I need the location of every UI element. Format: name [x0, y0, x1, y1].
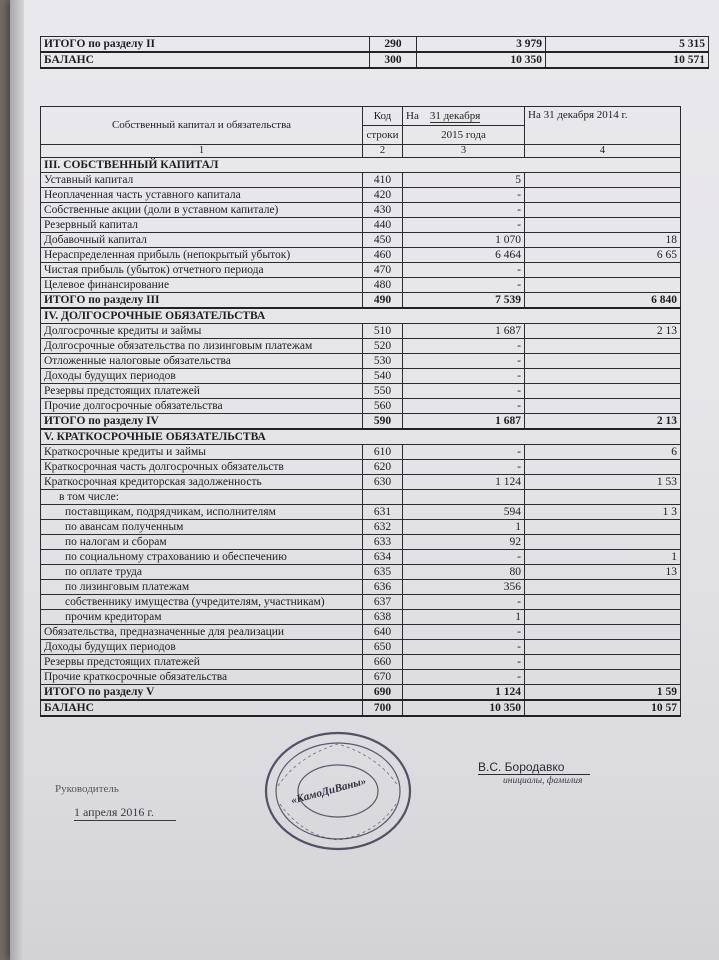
header-col-2014: На 31 декабря 2014 г.: [525, 107, 681, 145]
row-value-2015: 1 687: [403, 324, 525, 339]
row-name: БАЛАНС: [41, 52, 370, 68]
table-row: [41, 505, 681, 520]
row-value-2015: 356: [403, 580, 525, 595]
table-row: [41, 399, 681, 414]
table-row: [41, 188, 681, 203]
row-value-2014: [525, 188, 681, 203]
row-value-2015: -: [403, 399, 525, 414]
row-name: ИТОГО по разделу II: [41, 37, 370, 53]
row-code: [363, 490, 403, 505]
row-value-2015: 3 979: [417, 37, 546, 53]
row-code: 430: [363, 203, 403, 218]
table-row: [41, 278, 681, 293]
table-header-row: [41, 107, 681, 126]
row-value-2015: -: [403, 339, 525, 354]
row-code: 636: [363, 580, 403, 595]
table-row: [41, 685, 681, 701]
section-title: III. СОБСТВЕННЫЙ КАПИТАЛ: [41, 158, 681, 173]
row-value-2015: 10 350: [403, 700, 525, 716]
header-col-code-2: строки: [363, 126, 403, 145]
paper-edge: [10, 0, 24, 960]
row-value-2014: [525, 490, 681, 505]
table-row: [41, 37, 709, 53]
table-row: [41, 218, 681, 233]
row-value-2014: 1 59: [525, 685, 681, 701]
row-value-2015: -: [403, 640, 525, 655]
row-value-2015: 1: [403, 610, 525, 625]
row-value-2015: 1 070: [403, 233, 525, 248]
balance-liabilities-table: [40, 106, 681, 717]
row-value-2015: -: [403, 550, 525, 565]
row-code: 632: [363, 520, 403, 535]
row-value-2015: 10 350: [417, 52, 546, 68]
col-number-1: 1: [41, 145, 363, 158]
table-row: [41, 354, 681, 369]
row-value-2014: [525, 670, 681, 685]
table-row: [41, 414, 681, 430]
row-value-2014: [525, 278, 681, 293]
table-row: [41, 550, 681, 565]
table-row: [41, 520, 681, 535]
table-row: [41, 535, 681, 550]
row-code: 440: [363, 218, 403, 233]
table-row: [41, 445, 681, 460]
table-row: [41, 595, 681, 610]
row-name: Резервы предстоящих платежей: [41, 655, 363, 670]
row-value-2014: 10 57: [525, 700, 681, 716]
row-code: 420: [363, 188, 403, 203]
table-row: [41, 52, 709, 68]
row-value-2015: 6 464: [403, 248, 525, 263]
row-value-2014: [525, 339, 681, 354]
row-value-2014: [525, 625, 681, 640]
row-name: Резервы предстоящих платежей: [41, 384, 363, 399]
row-name: Долгосрочные кредиты и займы: [41, 324, 363, 339]
row-code: 634: [363, 550, 403, 565]
row-code: 450: [363, 233, 403, 248]
row-name: Целевое финансирование: [41, 278, 363, 293]
row-value-2015: 92: [403, 535, 525, 550]
row-name: по авансам полученным: [41, 520, 363, 535]
row-name: Прочие краткосрочные обязательства: [41, 670, 363, 685]
row-code: 631: [363, 505, 403, 520]
row-value-2014: 6 65: [525, 248, 681, 263]
row-value-2014: [525, 580, 681, 595]
row-value-2015: -: [403, 203, 525, 218]
table-row: [41, 565, 681, 580]
table-row: [41, 248, 681, 263]
signer-name: В.С. Бородавко: [478, 760, 590, 775]
table-row: [41, 700, 681, 716]
row-code: 300: [370, 52, 417, 68]
row-name: ИТОГО по разделу V: [41, 685, 363, 701]
row-name: поставщикам, подрядчикам, исполнителям: [41, 505, 363, 520]
section-title-row: [41, 308, 681, 324]
col-number-4: 4: [525, 145, 681, 158]
row-value-2015: 1 124: [403, 475, 525, 490]
row-name: по лизинговым платежам: [41, 580, 363, 595]
row-code: 290: [370, 37, 417, 53]
row-value-2015: -: [403, 218, 525, 233]
row-value-2015: -: [403, 445, 525, 460]
row-code: 633: [363, 535, 403, 550]
row-name: Чистая прибыль (убыток) отчетного периода: [41, 263, 363, 278]
row-code: 530: [363, 354, 403, 369]
section-title-row: [41, 158, 681, 173]
row-value-2015: -: [403, 369, 525, 384]
table-row: [41, 203, 681, 218]
head-label: Руководитель: [55, 783, 119, 795]
row-value-2015: -: [403, 384, 525, 399]
row-value-2014: 10 571: [546, 52, 709, 68]
row-code: 410: [363, 173, 403, 188]
top-summary-table: [40, 36, 709, 69]
table-row: [41, 640, 681, 655]
header-col-2015: На 31 декабря: [403, 107, 525, 126]
row-value-2014: 18: [525, 233, 681, 248]
table-row: [41, 339, 681, 354]
section-title: IV. ДОЛГОСРОЧНЫЕ ОБЯЗАТЕЛЬСТВА: [41, 308, 681, 324]
row-code: 520: [363, 339, 403, 354]
row-value-2015: 5: [403, 173, 525, 188]
row-value-2014: [525, 655, 681, 670]
table-row: [41, 233, 681, 248]
row-name: по оплате труда: [41, 565, 363, 580]
row-name: Долгосрочные обязательства по лизинговым платежам: [41, 339, 363, 354]
row-code: 640: [363, 625, 403, 640]
header-col-2015-2: 2015 года: [403, 126, 525, 145]
table-row: [41, 369, 681, 384]
row-code: 660: [363, 655, 403, 670]
row-code: 490: [363, 293, 403, 309]
header-col-name: Собственный капитал и обязательства: [41, 107, 363, 145]
section-title: V. КРАТКОСРОЧНЫЕ ОБЯЗАТЕЛЬСТВА: [41, 429, 681, 445]
row-value-2014: [525, 460, 681, 475]
row-code: 690: [363, 685, 403, 701]
table-row: [41, 384, 681, 399]
row-value-2015: -: [403, 655, 525, 670]
row-name: по социальному страхованию и обеспечению: [41, 550, 363, 565]
row-value-2014: [525, 203, 681, 218]
table-row: [41, 610, 681, 625]
row-name: Прочие долгосрочные обязательства: [41, 399, 363, 414]
table-row: [41, 293, 681, 309]
row-value-2014: [525, 595, 681, 610]
row-name: Уставный капитал: [41, 173, 363, 188]
row-code: 550: [363, 384, 403, 399]
row-value-2014: [525, 173, 681, 188]
row-code: 700: [363, 700, 403, 716]
row-value-2014: [525, 399, 681, 414]
stamp-center-text: «КамоДиВаны»: [289, 775, 368, 807]
row-value-2015: 1 124: [403, 685, 525, 701]
row-value-2014: 2 13: [525, 414, 681, 430]
row-name: прочим кредиторам: [41, 610, 363, 625]
table-row: [41, 324, 681, 339]
table-row: [41, 655, 681, 670]
table-row: [41, 490, 681, 505]
row-code: 635: [363, 565, 403, 580]
col-number-3: 3: [403, 145, 525, 158]
row-value-2014: [525, 535, 681, 550]
table-row: [41, 460, 681, 475]
row-value-2015: -: [403, 670, 525, 685]
row-code: 638: [363, 610, 403, 625]
row-code: 470: [363, 263, 403, 278]
table-row: [41, 625, 681, 640]
row-value-2014: 5 315: [546, 37, 709, 53]
row-value-2014: [525, 218, 681, 233]
row-name: ИТОГО по разделу IV: [41, 414, 363, 430]
row-value-2014: [525, 520, 681, 535]
row-name: по налогам и сборам: [41, 535, 363, 550]
row-name: Доходы будущих периодов: [41, 369, 363, 384]
row-name: Краткосрочная часть долгосрочных обязательств: [41, 460, 363, 475]
row-code: 540: [363, 369, 403, 384]
row-value-2014: 6: [525, 445, 681, 460]
row-name: Доходы будущих периодов: [41, 640, 363, 655]
row-value-2014: [525, 354, 681, 369]
table-row: [41, 580, 681, 595]
row-code: 610: [363, 445, 403, 460]
row-code: 650: [363, 640, 403, 655]
row-name: Отложенные налоговые обязательства: [41, 354, 363, 369]
row-value-2015: 7 539: [403, 293, 525, 309]
row-value-2014: [525, 263, 681, 278]
row-name: в том числе:: [41, 490, 363, 505]
row-name: Резервный капитал: [41, 218, 363, 233]
row-code: 637: [363, 595, 403, 610]
row-value-2015: -: [403, 188, 525, 203]
row-value-2014: [525, 610, 681, 625]
row-value-2015: 1 687: [403, 414, 525, 430]
row-code: 510: [363, 324, 403, 339]
row-value-2014: 1 3: [525, 505, 681, 520]
row-value-2014: 1: [525, 550, 681, 565]
row-value-2015: -: [403, 278, 525, 293]
row-code: 670: [363, 670, 403, 685]
row-value-2014: 1 53: [525, 475, 681, 490]
row-name: собственнику имущества (учредителям, участникам): [41, 595, 363, 610]
section-title-row: [41, 429, 681, 445]
row-code: 630: [363, 475, 403, 490]
table-row: [41, 670, 681, 685]
table-row: [41, 475, 681, 490]
row-value-2015: -: [403, 354, 525, 369]
row-value-2014: [525, 369, 681, 384]
row-value-2014: [525, 384, 681, 399]
row-name: БАЛАНС: [41, 700, 363, 716]
row-value-2015: -: [403, 625, 525, 640]
row-name: ИТОГО по разделу III: [41, 293, 363, 309]
row-value-2014: [525, 640, 681, 655]
row-value-2014: 6 840: [525, 293, 681, 309]
header-col-code: Код: [363, 107, 403, 126]
row-value-2015: 80: [403, 565, 525, 580]
signer-caption: инициалы, фамилия: [503, 776, 583, 786]
table-row: [41, 263, 681, 278]
row-value-2015: [403, 490, 525, 505]
row-value-2015: -: [403, 460, 525, 475]
row-value-2014: 2 13: [525, 324, 681, 339]
row-code: 590: [363, 414, 403, 430]
row-name: Нераспределенная прибыль (непокрытый убыток): [41, 248, 363, 263]
row-code: 620: [363, 460, 403, 475]
row-value-2015: 594: [403, 505, 525, 520]
row-name: Краткосрочные кредиты и займы: [41, 445, 363, 460]
row-name: Неоплаченная часть уставного капитала: [41, 188, 363, 203]
row-value-2015: -: [403, 595, 525, 610]
row-code: 480: [363, 278, 403, 293]
row-name: Добавочный капитал: [41, 233, 363, 248]
row-value-2015: -: [403, 263, 525, 278]
row-code: 460: [363, 248, 403, 263]
col-number-2: 2: [363, 145, 403, 158]
row-code: 560: [363, 399, 403, 414]
row-name: Краткосрочная кредиторская задолженность: [41, 475, 363, 490]
row-value-2014: 13: [525, 565, 681, 580]
row-name: Обязательства, предназначенные для реализации: [41, 625, 363, 640]
row-name: Собственные акции (доли в уставном капитале): [41, 203, 363, 218]
column-number-row: [41, 145, 681, 158]
row-value-2015: 1: [403, 520, 525, 535]
signature-date: 1 апреля 2016 г.: [74, 805, 176, 821]
table-row: [41, 173, 681, 188]
